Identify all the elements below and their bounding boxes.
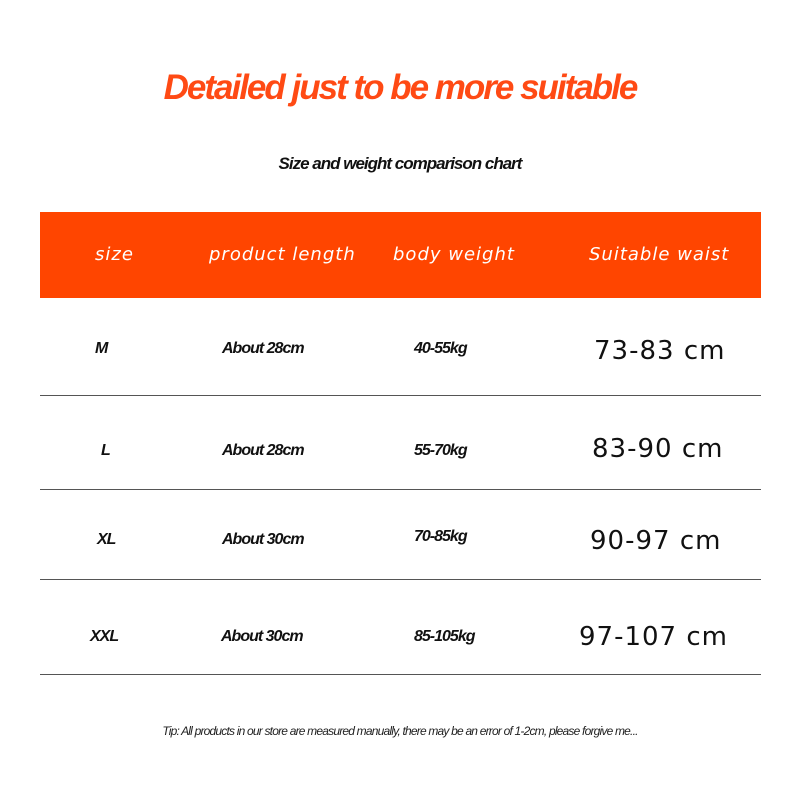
weight-cell: 85-105kg xyxy=(414,628,475,645)
header-product-length: product length xyxy=(209,244,356,265)
length-cell: About 28cm xyxy=(222,340,304,357)
waist-cell: 90-97 cm xyxy=(590,526,722,556)
header-size: size xyxy=(95,244,134,265)
weight-cell: 70-85kg xyxy=(414,528,467,545)
header-body-weight: body weight xyxy=(393,244,515,265)
row-divider xyxy=(40,395,761,396)
chart-subtitle: Size and weight comparison chart xyxy=(278,154,522,173)
length-cell: About 30cm xyxy=(222,531,304,548)
size-cell: XL xyxy=(97,531,116,548)
waist-cell: 73-83 cm xyxy=(594,336,726,366)
header-suitable-waist: Suitable waist xyxy=(589,244,730,265)
length-cell: About 28cm xyxy=(222,442,304,459)
row-divider xyxy=(40,489,761,490)
size-cell: XXL xyxy=(90,628,119,645)
row-divider xyxy=(40,674,761,675)
row-divider xyxy=(40,579,761,580)
waist-cell: 83-90 cm xyxy=(592,434,724,464)
weight-cell: 40-55kg xyxy=(414,340,467,357)
size-cell: M xyxy=(95,340,108,357)
weight-cell: 55-70kg xyxy=(414,442,467,459)
footnote-tip: Tip: All products in our store are measured manually, there may be an error of 1-2cm, please forgive me... xyxy=(162,724,638,738)
size-cell: L xyxy=(101,442,110,459)
table-header xyxy=(40,212,761,298)
waist-cell: 97-107 cm xyxy=(579,622,728,652)
length-cell: About 30cm xyxy=(221,628,303,645)
page-headline: Detailed just to be more suitable xyxy=(163,68,637,107)
